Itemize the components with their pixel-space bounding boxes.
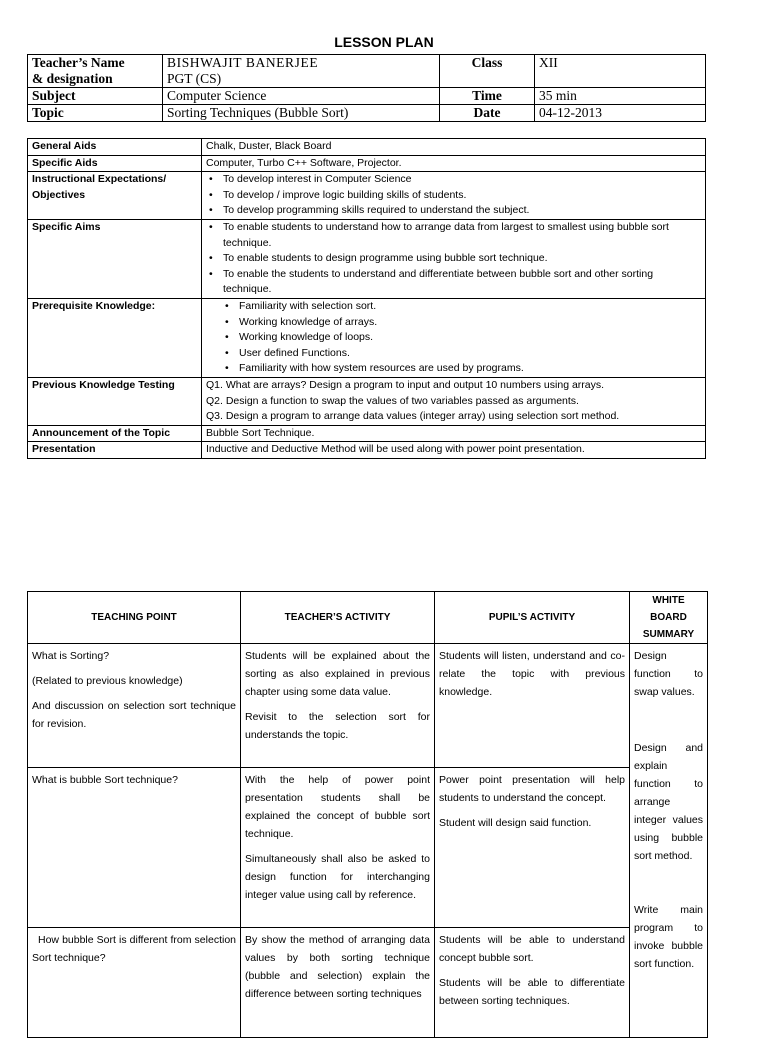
col-header-pupil-activity: PUPIL’S ACTIVITY <box>435 592 630 644</box>
teaching-point-cell: What is Sorting? (Related to previous knowledge) And discussion on selection sort technique for revision. <box>28 644 241 768</box>
prereq-label: Prerequisite Knowledge: <box>28 298 202 377</box>
presentation-value: Inductive and Deductive Method will be used along with power point presentation. <box>202 442 706 459</box>
col-header-teaching-point: TEACHING POINT <box>28 592 241 644</box>
specific-aids-value: Computer, Turbo C++ Software, Projector. <box>202 155 706 172</box>
prereq-list <box>202 298 706 377</box>
pupil-activity-cell: Power point presentation will help students to understand the concept. Student will design said function. <box>435 768 630 928</box>
topic-label: Topic <box>28 105 163 122</box>
header-table <box>27 54 706 122</box>
list-item: • User defined Functions. <box>206 346 701 362</box>
question: Q1. What are arrays? Design a program to input and output 10 numbers using arrays. <box>206 378 605 391</box>
table-row <box>28 768 708 928</box>
time-value: 35 min <box>535 88 706 105</box>
pupil-activity-cell: Students will listen, understand and co-relate the topic with previous knowledge. <box>435 644 630 768</box>
time-label: Time <box>440 88 535 105</box>
list-item: • Working knowledge of arrays. <box>206 315 701 331</box>
class-value: XII <box>535 55 706 88</box>
list-item: • To develop programming skills required to understand the subject. <box>206 203 701 219</box>
col-header-whiteboard: WHITE BOARD SUMMARY <box>630 592 708 644</box>
teaching-point-cell: How bubble Sort is different from selection Sort technique? <box>28 928 241 1038</box>
teacher-activity-cell: With the help of power point presentation students shall be explained the concept of bubble sort technique. Simultaneously shall also be asked to design function for interchanging integer value using call by reference. <box>241 768 435 928</box>
testing-list <box>202 377 706 425</box>
general-aids-label: General Aids <box>28 139 202 156</box>
teaching-point-cell: What is bubble Sort technique? <box>28 768 241 928</box>
list-item: • To develop / improve logic building skills of students. <box>206 188 701 204</box>
teacher-value <box>163 55 440 88</box>
general-aids-value: Chalk, Duster, Black Board <box>202 139 706 156</box>
specific-aids-label: Specific Aids <box>28 155 202 172</box>
question: Q2. Design a function to swap the values of two variables passed as arguments. <box>206 394 579 407</box>
objectives-label: Instructional Expectations/ Objectives <box>28 172 202 220</box>
teacher-name: BISHWAJIT BANERJEE <box>167 55 319 70</box>
table-row <box>28 928 708 1038</box>
announcement-label: Announcement of the Topic <box>28 425 202 442</box>
objectives-list <box>202 172 706 220</box>
table-row <box>28 644 708 768</box>
list-item: • To enable the students to understand and differentiate between bubble sort and other sorting technique. <box>206 267 701 298</box>
list-item: • Familiarity with how system resources are used by programs. <box>206 361 701 377</box>
date-value: 04-12-2013 <box>535 105 706 122</box>
question: Q3. Design a program to arrange data values (integer array) using selection sort method. <box>206 410 620 423</box>
topic-value: Sorting Techniques (Bubble Sort) <box>163 105 440 122</box>
teaching-table <box>27 591 708 1038</box>
whiteboard-summary-cell: Design function to swap values. Design and explain function to arrange integer values using bubble sort method. Write main program to invoke bubble sort function. <box>630 644 708 1038</box>
teacher-activity-cell: Students will be explained about the sorting as also explained in previous chapter using some data value. Revisit to the selection sort for understands the topic. <box>241 644 435 768</box>
teacher-label: Teacher’s Name & designation <box>28 55 163 88</box>
list-item: • To enable students to understand how to arrange data from largest to smallest using bubble sort technique. <box>206 220 701 251</box>
presentation-label: Presentation <box>28 442 202 459</box>
class-label: Class <box>440 55 535 88</box>
list-item: • Working knowledge of loops. <box>206 330 701 346</box>
date-label: Date <box>440 105 535 122</box>
col-header-teacher-activity: TEACHER’S ACTIVITY <box>241 592 435 644</box>
list-item: • To develop interest in Computer Science <box>206 172 701 188</box>
subject-value: Computer Science <box>163 88 440 105</box>
teacher-activity-cell: By show the method of arranging data values by both sorting technique (bubble and selection) explain the difference between sorting techniques <box>241 928 435 1038</box>
designation: PGT (CS) <box>167 71 222 86</box>
subject-label: Subject <box>28 88 163 105</box>
pupil-activity-cell: Students will be able to understand concept bubble sort. Students will be able to differentiate between sorting techniques. <box>435 928 630 1038</box>
aims-list <box>202 219 706 298</box>
testing-label: Previous Knowledge Testing <box>28 377 202 425</box>
list-item: • To enable students to design programme using bubble sort technique. <box>206 251 701 267</box>
page-title: LESSON PLAN <box>334 34 434 50</box>
announcement-value: Bubble Sort Technique. <box>202 425 706 442</box>
aims-label: Specific Aims <box>28 219 202 298</box>
details-table <box>27 138 706 459</box>
list-item: • Familiarity with selection sort. <box>206 299 701 315</box>
